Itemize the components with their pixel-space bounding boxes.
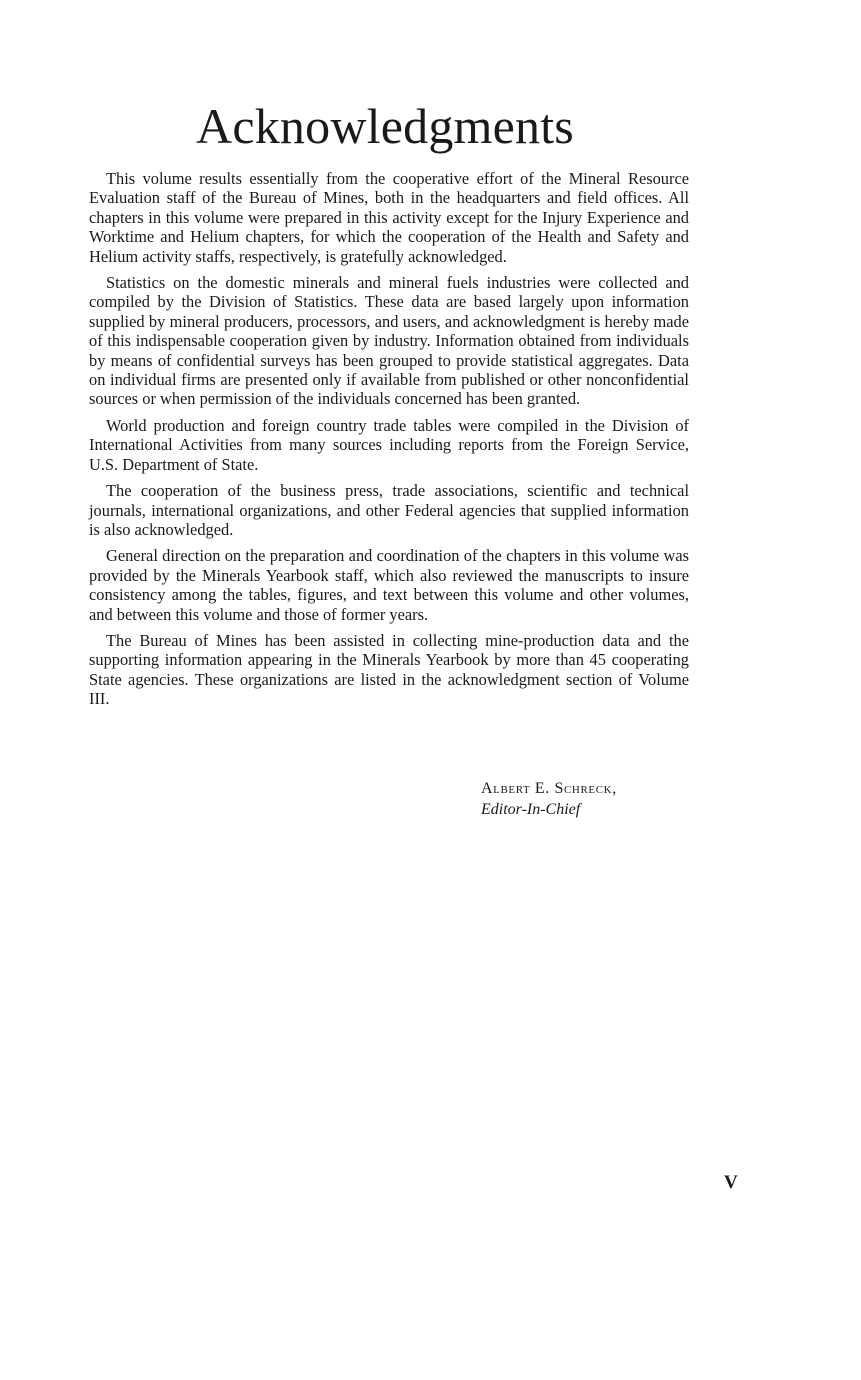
body-text xyxy=(89,169,689,716)
signature-role: Editor-In-Chief xyxy=(481,801,581,818)
paragraph-5: General direction on the preparation and coordination of the chapters in this volume was provided by the Minerals Yearbook staff, which also reviewed the manuscripts to insure consistency among the tables, figures, and text between this volume and other volumes, and between this volume and those of former years. xyxy=(89,546,689,624)
signature-name: Albert E. Schreck, xyxy=(481,780,617,797)
paragraph-4: The cooperation of the business press, trade associations, scientific and technical journals, international organizations, and other Federal agencies that supplied information is also acknowledged. xyxy=(89,481,689,539)
page-number: V xyxy=(724,1172,738,1193)
paragraph-2: Statistics on the domestic minerals and mineral fuels industries were collected and compiled by the Division of Statistics. These data are based largely upon information supplied by mineral producers, processors, and users, and acknowledgment is hereby made of this indispensable cooperation given by industry. Information obtained from individuals by means of confidential surveys has been grouped to provide statistical aggregates. Data on individual firms are presented only if available from published or other nonconfidential sources or when permission of the individuals concerned has been granted. xyxy=(89,273,689,409)
paragraph-1: This volume results essentially from the cooperative effort of the Mineral Resource Evaluation staff of the Bureau of Mines, both in the headquarters and field offices. All chapters in this volume were prepared in this activity except for the Injury Experience and Worktime and Helium chapters, for which the cooperation of the Health and Safety and Helium activity staffs, respectively, is gratefully acknowledged. xyxy=(89,169,689,266)
paragraph-3: World production and foreign country trade tables were compiled in the Division of International Activities from many sources including reports from the Foreign Service, U.S. Department of State. xyxy=(89,415,689,474)
page-title: Acknowledgments xyxy=(196,98,574,154)
signature-block xyxy=(481,778,617,820)
paragraph-6: The Bureau of Mines has been assisted in collecting mine-production data and the supporting information appearing in the Minerals Yearbook by more than 45 cooperating State agencies. These organizations are listed in the acknowledgment section of Volume III. xyxy=(89,630,689,709)
